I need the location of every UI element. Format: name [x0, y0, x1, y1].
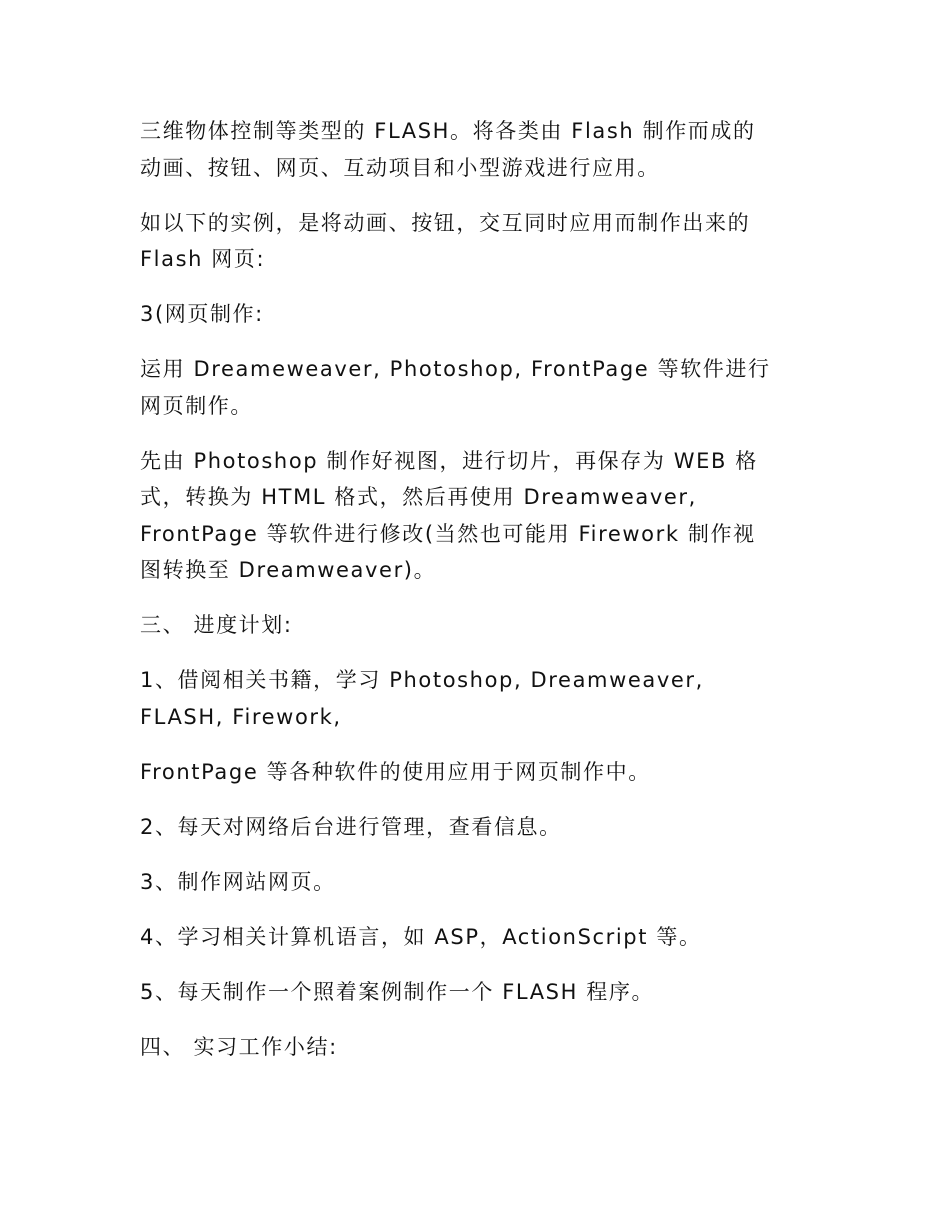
list-item-1-continued [140, 754, 820, 791]
section-heading-summary [140, 1029, 820, 1066]
text-line: FLASH, Firework, [140, 704, 342, 729]
text-line: 动画、按钮、网页、互动项目和小型游戏进行应用。 [140, 155, 660, 180]
list-item-5 [140, 974, 820, 1011]
text-line: 如以下的实例，是将动画、按钮，交互同时应用而制作出来的 [140, 210, 751, 235]
section-heading-schedule [140, 607, 820, 644]
text-line: 图转换至 Dreamweaver)。 [140, 558, 437, 582]
text-line: 网页制作。 [140, 393, 253, 418]
document-page [140, 113, 820, 1084]
text-line: 运用 Dreameweaver, Photoshop, FrontPage 等软件进行 [140, 357, 771, 381]
text-line: 先由 Photoshop 制作好视图，进行切片，再保存为 WEB 格 [140, 448, 758, 473]
text-line: 2、每天对网络后台进行管理，查看信息。 [140, 814, 562, 839]
text-line: 3、制作网站网页。 [140, 869, 336, 894]
list-item-2 [140, 809, 820, 846]
text-line: 式，转换为 HTML 格式，然后再使用 Dreamweaver, [140, 485, 697, 509]
list-item-4 [140, 919, 820, 956]
paragraph-software-usage [140, 351, 820, 424]
list-item-3 [140, 864, 820, 901]
paragraph-flash-example [140, 205, 820, 278]
text-line: FrontPage 等软件进行修改(当然也可能用 Firework 制作视 [140, 521, 756, 546]
text-line: 四、 实习工作小结: [140, 1034, 338, 1059]
text-line: 4、学习相关计算机语言，如 ASP，ActionScript 等。 [140, 924, 702, 949]
list-item-1 [140, 662, 820, 735]
text-line: 5、每天制作一个照着案例制作一个 FLASH 程序。 [140, 979, 655, 1004]
section-heading-web-production [140, 296, 820, 333]
paragraph-flash-types [140, 113, 820, 186]
text-line: 三维物体控制等类型的 FLASH。将各类由 Flash 制作而成的 [140, 119, 756, 143]
text-line: 三、 进度计划: [140, 613, 293, 637]
paragraph-workflow [140, 443, 820, 589]
text-line: 1、借阅相关书籍，学习 Photoshop, Dreamweaver, [140, 668, 704, 692]
text-line: 3(网页制作: [140, 302, 264, 326]
text-line: Flash 网页: [140, 247, 266, 271]
text-line: FrontPage 等各种软件的使用应用于网页制作中。 [140, 759, 651, 784]
